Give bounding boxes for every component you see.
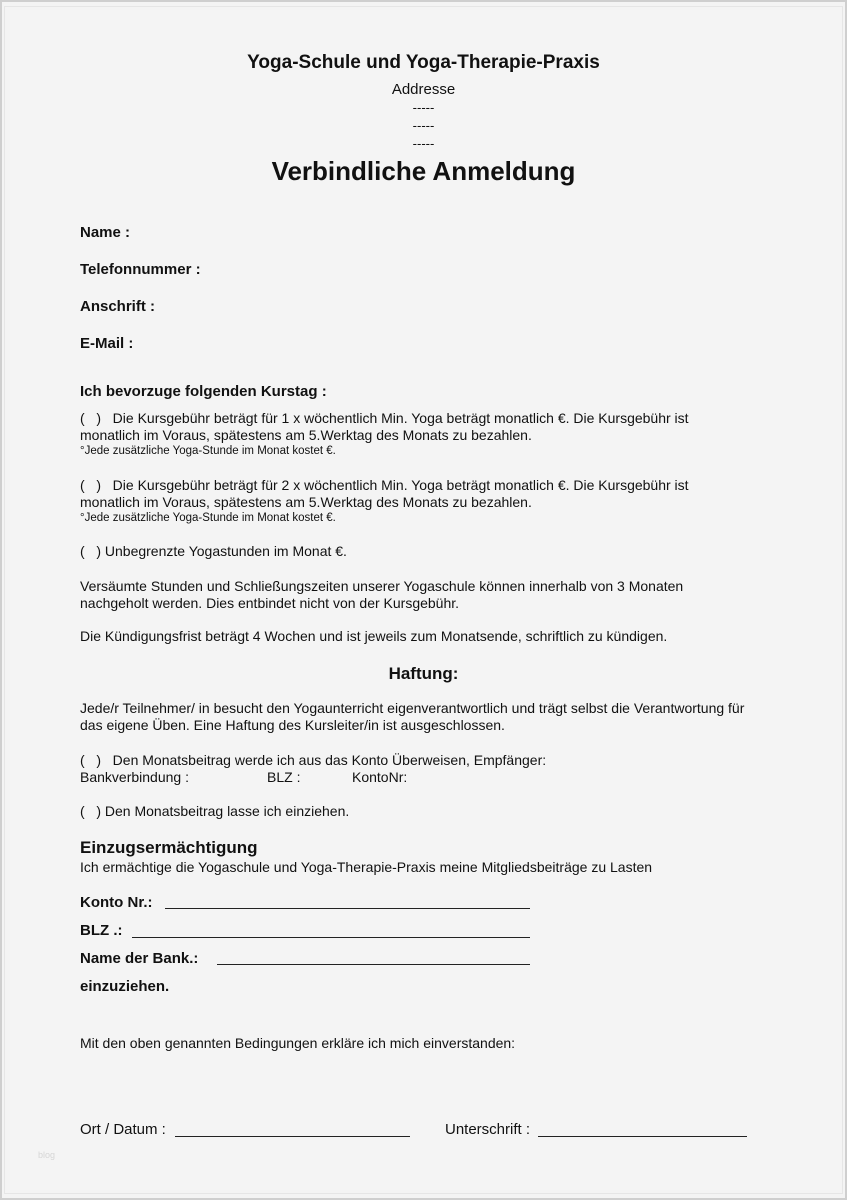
- option-3-text: Unbegrenzte Yogastunden im Monat €.: [104, 543, 347, 559]
- option-2-line-1: [80, 477, 689, 494]
- debit-blz-input-line[interactable]: [132, 937, 530, 938]
- liability-line-2: das eigene Üben. Eine Haftung des Kursleiter/in ist ausgeschlossen.: [80, 717, 505, 733]
- cancellation-text: Die Kündigungsfrist beträgt 4 Wochen und ist jeweils zum Monatsende, schriftlich zu kündigen.: [80, 628, 668, 644]
- debit-blz-label: BLZ .:: [80, 922, 123, 939]
- address-line-1: -----: [412, 100, 435, 115]
- option-1-checkbox[interactable]: ( ): [80, 410, 101, 426]
- place-date-label: Ort / Datum :: [80, 1121, 166, 1138]
- debit-bank-name-input-line[interactable]: [217, 964, 530, 965]
- debit-bank-name-label: Name der Bank.:: [80, 950, 199, 967]
- transfer-option: [80, 752, 546, 769]
- option-3-line: [80, 543, 347, 560]
- liability-heading: Haftung:: [388, 664, 459, 683]
- signature-label: Unterschrift :: [445, 1121, 531, 1138]
- option-2-line-2: monatlich im Voraus, spätestens am 5.Werktag des Monats zu bezahlen.: [80, 494, 532, 510]
- option-1-line-2: monatlich im Voraus, spätestens am 5.Werktag des Monats zu bezahlen.: [80, 427, 532, 443]
- address-label: Addresse: [391, 81, 456, 98]
- name-field-label: Name :: [80, 224, 131, 241]
- document-title: Verbindliche Anmeldung: [271, 156, 576, 186]
- blz-label: BLZ :: [267, 769, 301, 785]
- option-1-note: °Jede zusätzliche Yoga-Stunde im Monat kostet €.: [80, 445, 336, 457]
- address-line-3: -----: [412, 136, 435, 151]
- option-2-text: Die Kursgebühr beträgt für 2 x wöchentlich Min. Yoga beträgt monatlich €. Die Kursgebühr ist: [112, 477, 689, 493]
- signature-input-line[interactable]: [538, 1136, 747, 1137]
- liability-line-1: Jede/r Teilnehmer/ in besucht den Yogaunterricht eigenverantwortlich und trägt selbst die Verantwortung für: [80, 700, 745, 716]
- missed-lessons-line-1: Versäumte Stunden und Schließungszeiten unserer Yogaschule können innerhalb von 3 Monaten: [80, 578, 684, 594]
- email-field-label: E-Mail :: [80, 335, 134, 352]
- debit-text: Den Monatsbeitrag lasse ich einziehen.: [104, 803, 350, 819]
- option-1-text: Die Kursgebühr beträgt für 1 x wöchentlich Min. Yoga beträgt monatlich €. Die Kursgebühr ist: [112, 410, 689, 426]
- transfer-text: Den Monatsbeitrag werde ich aus das Konto Überweisen, Empfänger:: [112, 752, 547, 768]
- debit-closing: einzuziehen.: [80, 978, 170, 995]
- option-1-line-1: [80, 410, 689, 427]
- option-3-checkbox[interactable]: ( ): [80, 543, 101, 559]
- direct-debit-text: Ich ermächtige die Yogaschule und Yoga-Therapie-Praxis meine Mitgliedsbeiträge zu Lasten: [80, 859, 653, 875]
- bank-details-label: Bankverbindung :: [80, 769, 189, 785]
- school-name: Yoga-Schule und Yoga-Therapie-Praxis: [247, 52, 600, 73]
- address-line-2: -----: [412, 118, 435, 133]
- option-2-note: °Jede zusätzliche Yoga-Stunde im Monat kostet €.: [80, 512, 336, 524]
- watermark: blog: [38, 1150, 56, 1160]
- konto-nr-label: KontoNr:: [352, 769, 408, 785]
- phone-field-label: Telefonnummer :: [80, 261, 201, 278]
- transfer-checkbox[interactable]: ( ): [80, 752, 101, 768]
- place-date-input-line[interactable]: [175, 1136, 410, 1137]
- debit-konto-label: Konto Nr.:: [80, 894, 153, 911]
- option-2-checkbox[interactable]: ( ): [80, 477, 101, 493]
- missed-lessons-line-2: nachgeholt werden. Dies entbindet nicht von der Kursgebühr.: [80, 595, 460, 611]
- address-field-label: Anschrift :: [80, 298, 155, 315]
- direct-debit-heading: Einzugsermächtigung: [80, 838, 258, 857]
- debit-option: [80, 803, 349, 820]
- course-day-heading: Ich bevorzuge folgenden Kurstag :: [80, 383, 327, 400]
- debit-checkbox[interactable]: ( ): [80, 803, 101, 819]
- agreement-text: Mit den oben genannten Bedingungen erkläre ich mich einverstanden:: [80, 1035, 516, 1051]
- debit-konto-input-line[interactable]: [165, 908, 530, 909]
